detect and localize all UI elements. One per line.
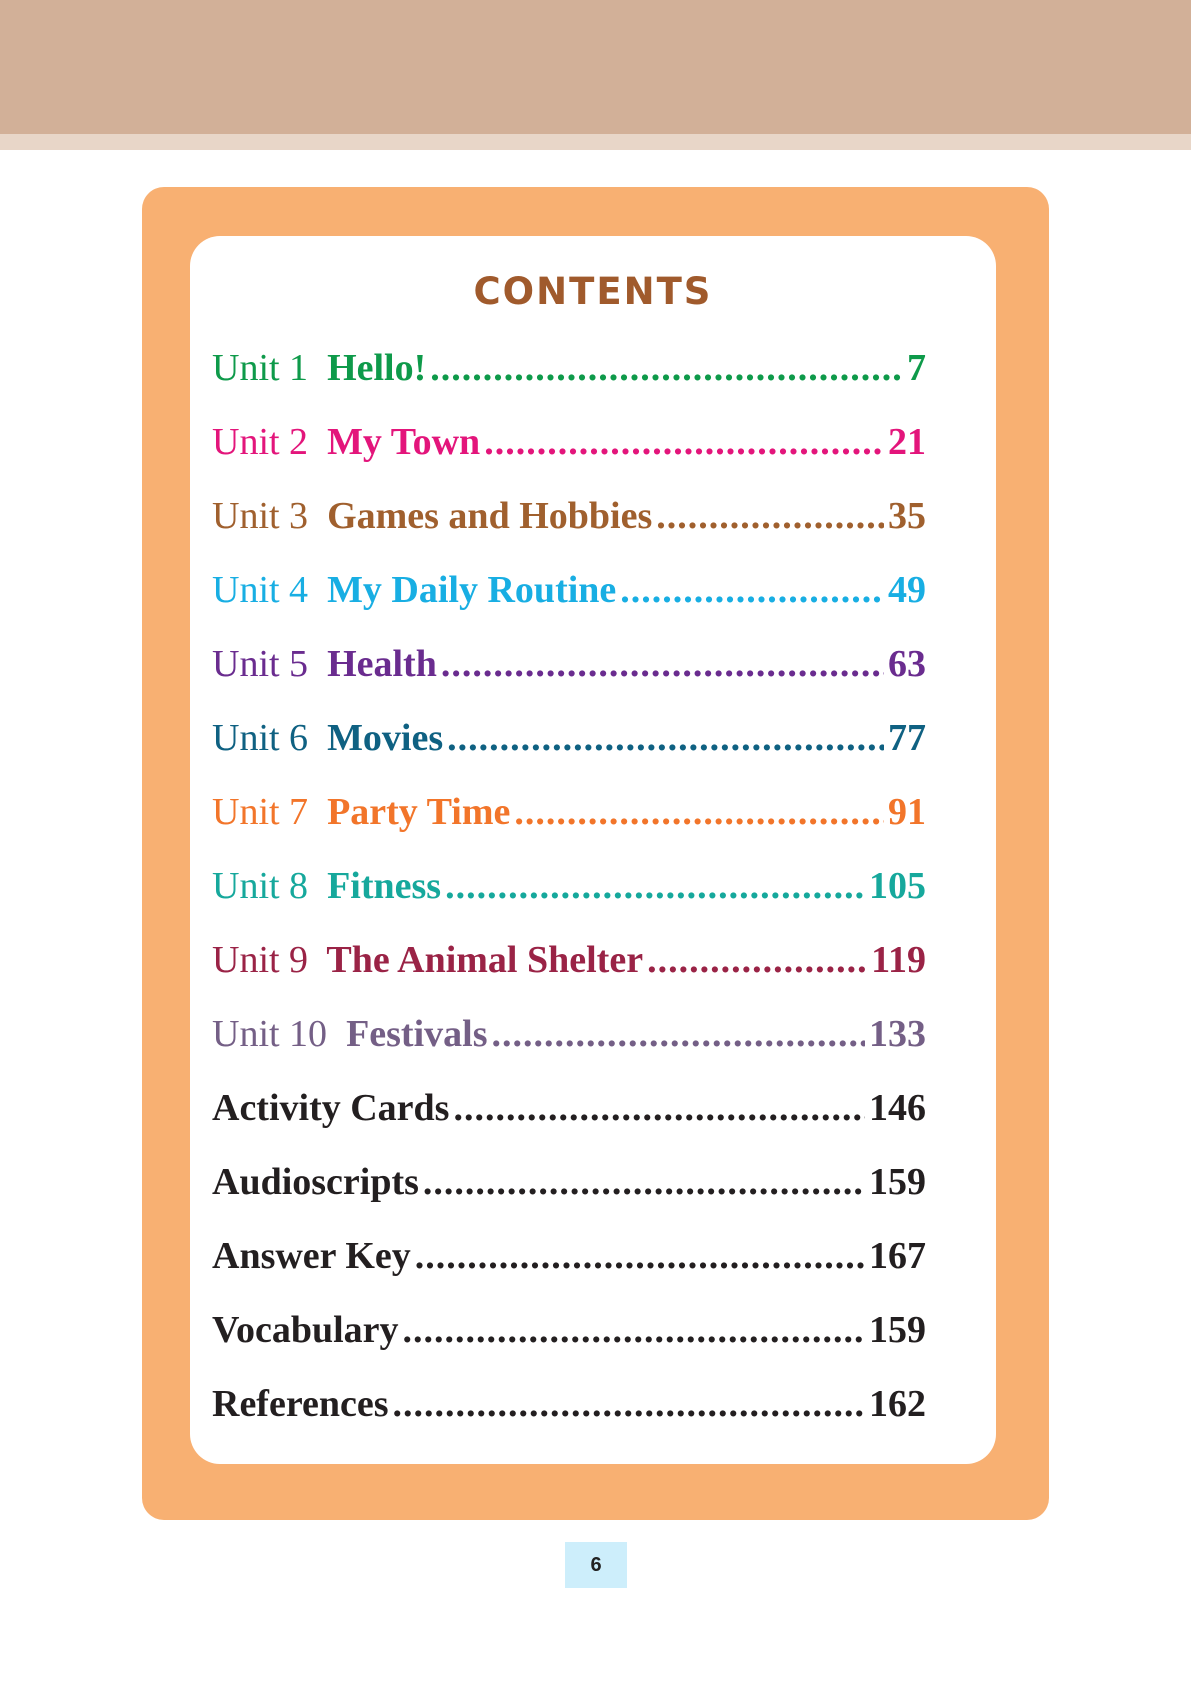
toc-unit-number: Unit 2	[212, 421, 309, 463]
dot-leader	[484, 412, 884, 472]
toc-page-number: 159	[869, 1161, 926, 1203]
toc-page-number: 63	[888, 643, 926, 685]
toc-entry-label: Answer Key	[212, 1235, 411, 1277]
toc-page-number: 162	[869, 1383, 926, 1425]
toc-page-number: 49	[888, 569, 926, 611]
toc-page-number: 133	[869, 1013, 926, 1055]
toc-entry-title	[212, 1004, 488, 1064]
dot-leader	[492, 1004, 866, 1064]
dot-leader	[445, 856, 865, 916]
toc-entry-label: Fitness	[327, 865, 442, 907]
toc-entry-title	[212, 930, 643, 990]
toc-entry-title	[212, 856, 441, 916]
toc-entry-label: References	[212, 1383, 389, 1425]
dot-leader	[393, 1374, 865, 1434]
toc-entry-title	[212, 634, 437, 694]
toc-entry[interactable]	[212, 560, 926, 634]
toc-entry-label: Games and Hobbies	[327, 495, 653, 537]
toc-entry-title	[212, 338, 426, 398]
toc-entry[interactable]	[212, 634, 926, 708]
toc-entry-label: Activity Cards	[212, 1087, 450, 1129]
toc-page-number: 167	[869, 1235, 926, 1277]
toc-unit-number: Unit 9	[212, 939, 309, 981]
toc-entry-title	[212, 782, 510, 842]
toc-entry[interactable]	[212, 486, 926, 560]
toc-entry[interactable]	[212, 1078, 926, 1152]
toc-unit-number: Unit 6	[212, 717, 309, 759]
toc-page-number: 91	[888, 791, 926, 833]
dot-leader	[423, 1152, 865, 1212]
toc-page-number: 35	[888, 495, 926, 537]
toc-unit-number: Unit 7	[212, 791, 309, 833]
toc-entry-label: Party Time	[327, 791, 511, 833]
toc-entry-label: My Town	[327, 421, 481, 463]
dot-leader	[514, 782, 884, 842]
toc-entry-label: Audioscripts	[212, 1161, 419, 1203]
dot-leader	[415, 1226, 865, 1286]
toc-entry[interactable]	[212, 782, 926, 856]
toc-entry-label: My Daily Routine	[327, 569, 617, 611]
dot-leader	[647, 930, 867, 990]
toc-entry-title	[212, 1300, 399, 1360]
toc-entry[interactable]	[212, 1374, 926, 1448]
toc-entry[interactable]	[212, 1152, 926, 1226]
dot-leader	[620, 560, 884, 620]
toc-entry-title	[212, 486, 652, 546]
toc-page-number: 159	[869, 1309, 926, 1351]
toc-unit-number: Unit 5	[212, 643, 309, 685]
toc-page-number: 146	[869, 1087, 926, 1129]
header-band-stripe	[0, 134, 1191, 150]
dot-leader	[441, 634, 884, 694]
dot-leader	[656, 486, 884, 546]
toc-entry-label: Health	[327, 643, 437, 685]
dot-leader	[453, 1078, 865, 1138]
dot-leader	[430, 338, 903, 398]
toc-entry-label: Movies	[327, 717, 444, 759]
toc-entry-title	[212, 1226, 411, 1286]
toc-entry-label: Hello!	[327, 347, 427, 389]
toc-entry[interactable]	[212, 1226, 926, 1300]
toc-page-number: 105	[869, 865, 926, 907]
toc-page-number: 21	[888, 421, 926, 463]
toc-page-number: 77	[888, 717, 926, 759]
toc-entry[interactable]	[212, 1300, 926, 1374]
toc-entry-label: Festivals	[346, 1013, 488, 1055]
toc-entry-title	[212, 1078, 449, 1138]
dot-leader	[403, 1300, 865, 1360]
toc-entry[interactable]	[212, 708, 926, 782]
toc-entry[interactable]	[212, 412, 926, 486]
page-number: 6	[565, 1542, 627, 1588]
toc-unit-number: Unit 1	[212, 347, 309, 389]
toc-page-number: 7	[907, 347, 926, 389]
toc-unit-number: Unit 4	[212, 569, 309, 611]
toc-unit-number: Unit 3	[212, 495, 309, 537]
table-of-contents	[212, 338, 926, 1448]
toc-entry[interactable]	[212, 930, 926, 1004]
toc-entry-label: The Animal Shelter	[326, 939, 644, 981]
toc-entry-label: Vocabulary	[212, 1309, 399, 1351]
toc-entry[interactable]	[212, 338, 926, 412]
toc-entry-title	[212, 560, 616, 620]
toc-entry[interactable]	[212, 1004, 926, 1078]
toc-entry-title	[212, 1374, 389, 1434]
toc-entry-title	[212, 412, 480, 472]
toc-entry-title	[212, 708, 443, 768]
contents-title: CONTENTS	[473, 270, 713, 313]
toc-page-number: 119	[871, 939, 926, 981]
toc-unit-number: Unit 8	[212, 865, 309, 907]
toc-unit-number: Unit 10	[212, 1013, 328, 1055]
header-band	[0, 0, 1191, 134]
dot-leader	[447, 708, 884, 768]
toc-entry-title	[212, 1152, 419, 1212]
toc-entry[interactable]	[212, 856, 926, 930]
